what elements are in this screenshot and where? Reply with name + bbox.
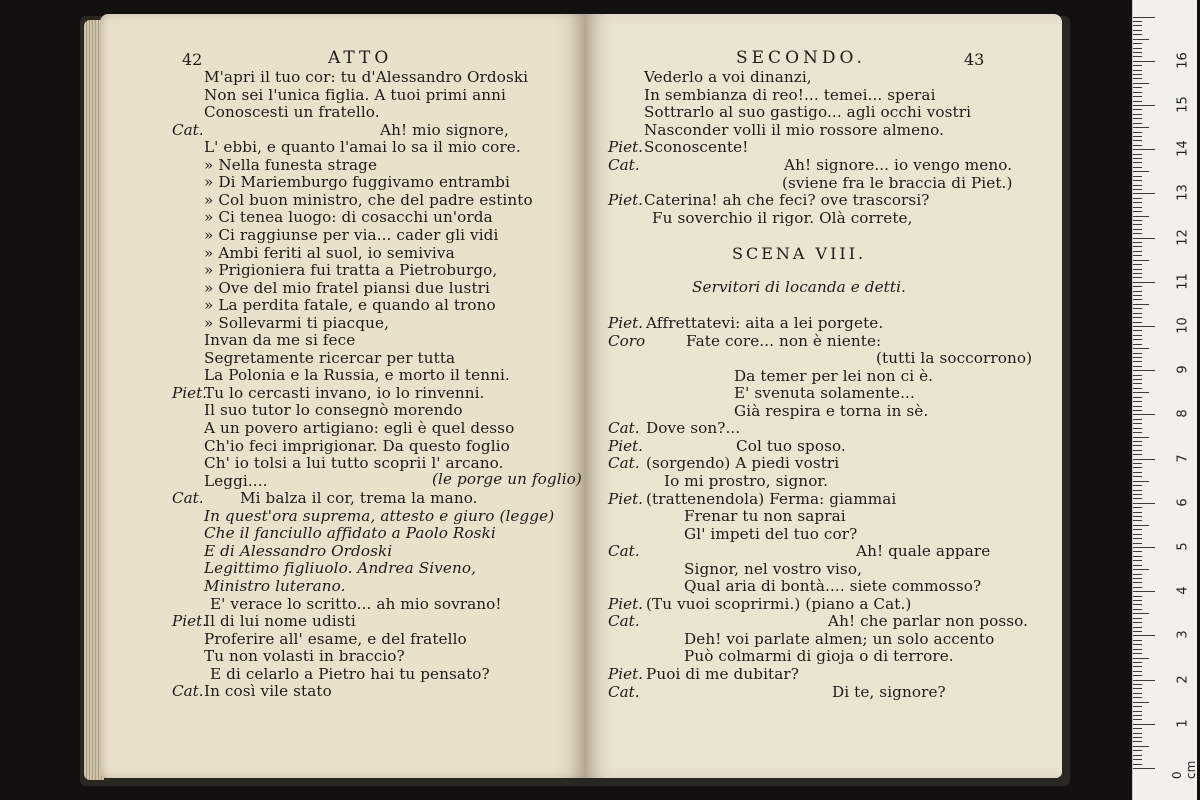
ruler-tick — [1133, 591, 1155, 592]
left-text-line: Ah! mio signore, — [380, 120, 509, 139]
ruler-tick — [1133, 361, 1142, 362]
ruler-tick — [1133, 454, 1142, 455]
ruler-tick — [1133, 746, 1149, 747]
right-text-line: (sviene fra le braccia di Piet.) — [782, 173, 1013, 192]
ruler-tick — [1133, 61, 1155, 62]
ruler-tick — [1133, 551, 1142, 552]
ruler-tick — [1133, 662, 1142, 663]
ruler-tick — [1133, 211, 1142, 212]
ruler-tick — [1133, 357, 1142, 358]
left-text-line: E di celarlo a Pietro hai tu pensato? — [210, 664, 490, 683]
ruler-tick — [1133, 578, 1142, 579]
right-scene-text-line: Puoi di me dubitar? — [646, 665, 799, 683]
measuring-ruler — [1132, 0, 1197, 800]
ruler-tick — [1133, 344, 1142, 345]
ruler-tick — [1133, 653, 1142, 654]
right-scene-text-line: Già respira e torna in sè. — [734, 401, 929, 420]
ruler-tick — [1133, 728, 1142, 729]
ruler-tick — [1133, 238, 1155, 239]
ruler-tick — [1133, 428, 1142, 429]
ruler-tick — [1133, 198, 1142, 199]
ruler-tick — [1133, 304, 1149, 305]
ruler-tick — [1133, 613, 1149, 614]
running-head-left: ATTO — [328, 48, 393, 68]
ruler-tick — [1133, 56, 1142, 57]
ruler-number: 10 — [1175, 317, 1191, 334]
ruler-number: 7 — [1175, 453, 1191, 463]
ruler-tick — [1133, 520, 1142, 521]
ruler-tick — [1133, 34, 1142, 35]
ruler-tick — [1133, 353, 1142, 354]
left-text-line: Mi balza il cor, trema la mano. — [240, 489, 478, 508]
left-text-line: Il suo tutor lo consegnò morendo — [204, 401, 463, 420]
ruler-tick — [1133, 366, 1142, 367]
ruler-tick — [1133, 432, 1142, 433]
left-text-speaker: Piet. — [172, 612, 207, 631]
ruler-number: 15 — [1175, 96, 1191, 113]
ruler-tick — [1133, 330, 1142, 331]
ruler-tick — [1133, 441, 1142, 442]
ruler-tick — [1133, 176, 1142, 177]
ruler-tick — [1133, 574, 1142, 575]
left-text-line: Ministro luterano. — [204, 576, 346, 595]
ruler-tick — [1133, 538, 1142, 539]
left-text-line: La Polonia e la Russia, e morto il tenni. — [204, 366, 510, 385]
ruler-tick — [1133, 392, 1149, 393]
ruler-tick — [1133, 410, 1142, 411]
left-text-line: Conoscesti un fratello. — [204, 103, 380, 122]
ruler-tick — [1133, 715, 1142, 716]
ruler-tick — [1133, 680, 1155, 681]
left-text-speaker: Cat. — [172, 489, 204, 508]
ruler-tick — [1133, 569, 1149, 570]
ruler-tick — [1133, 635, 1155, 636]
ruler-tick — [1133, 65, 1142, 66]
right-scene-text-speaker: Cat. — [608, 612, 640, 631]
left-text-speaker: Piet. — [172, 383, 207, 402]
right-scene-text-speaker: Cat. — [608, 454, 640, 473]
ruler-tick — [1133, 286, 1142, 287]
ruler-tick — [1133, 87, 1142, 88]
ruler-number: 11 — [1175, 273, 1191, 290]
right-scene-text-speaker: Cat. — [608, 542, 640, 561]
right-text-speaker: Cat. — [608, 156, 640, 174]
left-text-line: In così vile stato — [204, 682, 332, 701]
left-text-line: M'apri il tuo cor: tu d'Alessandro Ordoski — [204, 68, 529, 86]
ruler-tick — [1133, 516, 1142, 517]
ruler-tick — [1133, 202, 1142, 203]
ruler-tick — [1133, 105, 1155, 106]
ruler-tick — [1133, 313, 1142, 314]
ruler-number: 8 — [1175, 409, 1191, 419]
ruler-tick — [1133, 348, 1149, 349]
ruler-number: 5 — [1175, 542, 1191, 551]
ruler-tick — [1133, 711, 1142, 712]
scene-title: SCENA VIII. — [732, 244, 867, 263]
right-scene-text-line: Ah! quale appare — [856, 542, 991, 561]
ruler-tick — [1133, 706, 1142, 707]
right-scene-text-line: Frenar tu non saprai — [684, 507, 846, 526]
right-scene-text-speaker: Coro — [608, 331, 646, 350]
ruler-tick — [1133, 445, 1142, 446]
ruler-tick — [1133, 503, 1155, 504]
ruler-tick — [1133, 649, 1142, 650]
ruler-tick — [1133, 299, 1142, 300]
right-scene-text-line: Io mi prostro, signor. — [664, 471, 829, 490]
ruler-tick — [1133, 242, 1142, 243]
ruler-tick — [1133, 136, 1142, 137]
left-text-line: » Col buon ministro, che del padre estinto — [204, 190, 533, 209]
right-scene-text-line: Fate core... non è niente: — [686, 331, 882, 350]
right-scene-text-speaker: Piet. — [608, 314, 643, 332]
ruler-tick — [1133, 675, 1142, 676]
ruler-tick — [1133, 498, 1142, 499]
left-text-line: Ch'io feci imprigionar. Da questo foglio — [204, 436, 510, 455]
ruler-tick — [1133, 719, 1142, 720]
right-text-speaker: Piet. — [608, 138, 643, 157]
ruler-tick — [1133, 671, 1142, 672]
ruler-tick — [1133, 282, 1155, 283]
left-text-speaker: Cat. — [172, 120, 204, 139]
ruler-tick — [1133, 397, 1142, 398]
left-text-line: Proferire all' esame, e del fratello — [204, 629, 467, 648]
right-text-line: Ah! signore... io vengo meno. — [784, 156, 1013, 174]
left-text-line: » Di Mariemburgo fuggivamo entrambi — [204, 173, 510, 192]
ruler-tick — [1133, 401, 1142, 402]
right-scene-text-line: (trattenendola) Ferma: giammai — [646, 489, 897, 508]
ruler-tick — [1133, 741, 1142, 742]
right-text-line: Vederlo a voi dinanzi, — [644, 68, 812, 86]
left-text-line: » Ci raggiunse per via... cader gli vidi — [204, 225, 499, 244]
left-text-line: Leggi.... — [204, 471, 268, 490]
ruler-tick — [1133, 587, 1142, 588]
right-text-speaker: Piet. — [608, 191, 643, 210]
left-text-line: » La perdita fatale, e quando al trono — [204, 296, 496, 315]
left-text-line: Segretamente ricercar per tutta — [204, 348, 456, 367]
ruler-tick — [1133, 472, 1142, 473]
ruler-tick — [1133, 560, 1142, 561]
ruler-tick — [1133, 216, 1149, 217]
left-text-line: Tu lo cercasti invano, io lo rinvenni. — [204, 383, 485, 402]
ruler-tick — [1133, 154, 1142, 155]
ruler-tick — [1133, 17, 1155, 18]
ruler-tick — [1133, 618, 1142, 619]
ruler-tick — [1133, 127, 1149, 128]
ruler-tick — [1133, 459, 1155, 460]
left-text-line: L' ebbi, e quanto l'amai lo sa il mio core. — [204, 138, 521, 157]
ruler-tick — [1133, 737, 1142, 738]
ruler-tick — [1133, 52, 1142, 53]
ruler-tick — [1133, 463, 1142, 464]
ruler-tick — [1133, 317, 1142, 318]
left-page — [100, 14, 586, 778]
ruler-number: 13 — [1175, 184, 1191, 202]
right-scene-text-speaker: Piet. — [608, 436, 643, 455]
ruler-tick — [1133, 123, 1142, 124]
ruler-tick — [1133, 171, 1149, 172]
ruler-number: 6 — [1175, 498, 1191, 507]
ruler-tick — [1133, 697, 1142, 698]
left-text-line: E di Alessandro Ordoski — [204, 541, 393, 560]
ruler-tick — [1133, 565, 1142, 566]
stage-direction: (le porge un foglio) — [432, 470, 582, 488]
left-text-line: Legittimo figliuolo. Andrea Siveno, — [204, 559, 477, 578]
ruler-number: 9 — [1175, 365, 1191, 374]
ruler-tick — [1133, 162, 1142, 163]
left-text-line: Invan da me si fece — [204, 331, 356, 350]
left-text-line: » Ove del mio fratel piansi due lustri — [204, 278, 490, 297]
left-text-line: In quest'ora suprema, attesto e giuro (legge) — [204, 506, 555, 525]
right-scene-text-line: (Tu vuoi scoprirmi.) (piano a Cat.) — [646, 594, 912, 613]
left-text-line: Tu non volasti in braccio? — [204, 647, 405, 666]
right-scene-text-line: (tutti la soccorrono) — [876, 349, 1033, 368]
ruler-tick — [1133, 507, 1142, 508]
ruler-tick — [1133, 322, 1142, 323]
ruler-tick — [1133, 419, 1142, 420]
right-scene-text-line: Deh! voi parlate almen; un solo accento — [684, 629, 995, 648]
right-scene-text-line: E' svenuta solamente... — [734, 384, 915, 403]
right-scene-text-line: Col tuo sposo. — [736, 436, 846, 455]
right-scene-text-line: Può colmarmi di gioja o di terrore. — [684, 647, 954, 666]
ruler-tick — [1133, 631, 1142, 632]
ruler-tick — [1133, 764, 1142, 765]
ruler-tick — [1133, 525, 1149, 526]
right-scene-text-speaker: Cat. — [608, 419, 640, 438]
ruler-tick — [1133, 118, 1142, 119]
ruler-number: 1 — [1175, 719, 1191, 728]
page-number-right: 43 — [964, 50, 985, 69]
ruler-tick — [1133, 485, 1142, 486]
ruler-tick — [1133, 627, 1142, 628]
ruler-tick — [1133, 21, 1142, 22]
ruler-number: 3 — [1175, 630, 1191, 640]
ruler-tick — [1133, 547, 1155, 548]
ruler-tick — [1133, 414, 1155, 415]
ruler-tick — [1133, 30, 1142, 31]
right-text-line: Fu soverchio il rigor. Olà correte, — [652, 208, 913, 227]
ruler-tick — [1133, 48, 1142, 49]
ruler-tick — [1133, 233, 1142, 234]
ruler-tick — [1133, 543, 1142, 544]
ruler-unit: 0 cm — [1170, 760, 1198, 779]
ruler-tick — [1133, 644, 1142, 645]
ruler-tick — [1133, 733, 1142, 734]
left-text-line: Il di lui nome udisti — [204, 612, 356, 631]
ruler-tick — [1133, 273, 1142, 274]
right-text-line: In sembianza di reo!... temei... sperai — [644, 85, 936, 104]
ruler-tick — [1133, 74, 1142, 75]
ruler-tick — [1133, 180, 1142, 181]
ruler-tick — [1133, 768, 1155, 769]
ruler-tick — [1133, 92, 1142, 93]
ruler-number: 2 — [1175, 674, 1191, 684]
ruler-tick — [1133, 140, 1142, 141]
ruler-tick — [1133, 688, 1142, 689]
right-scene-text-line: Ah! che parlar non posso. — [828, 612, 1029, 631]
ruler-tick — [1133, 277, 1142, 278]
ruler-tick — [1133, 109, 1142, 110]
right-scene-text-line: Da temer per lei non ci è. — [734, 366, 934, 385]
ruler-tick — [1133, 467, 1142, 468]
ruler-tick — [1133, 193, 1155, 194]
left-text-speaker: Cat. — [172, 682, 204, 701]
ruler-tick — [1133, 724, 1155, 725]
right-scene-text-line: Signor, nel vostro viso, — [684, 559, 863, 578]
ruler-tick — [1133, 596, 1142, 597]
ruler-tick — [1133, 693, 1142, 694]
ruler-tick — [1133, 101, 1142, 102]
right-scene-text-line: Affrettatevi: aita a lei porgete. — [646, 314, 884, 332]
page-number-left: 42 — [182, 50, 203, 69]
ruler-tick — [1133, 684, 1142, 685]
right-scene-text-speaker: Piet. — [608, 594, 643, 613]
scene-subtitle: Servitori di locanda e detti. — [692, 278, 906, 296]
ruler-tick — [1133, 269, 1142, 270]
right-scene-text-line: Dove son?... — [646, 419, 741, 438]
ruler-tick — [1133, 481, 1149, 482]
ruler-tick — [1133, 529, 1142, 530]
ruler-tick — [1133, 383, 1142, 384]
ruler-tick — [1133, 308, 1142, 309]
left-text-line: Che il fanciullo affidato a Paolo Roski — [204, 524, 496, 543]
ruler-tick — [1133, 132, 1142, 133]
right-scene-text-line: Di te, signore? — [832, 682, 946, 701]
ruler-tick — [1133, 534, 1142, 535]
ruler-tick — [1133, 556, 1142, 557]
ruler-tick — [1133, 96, 1142, 97]
right-scene-text-line: (sorgendo) A piedi vostri — [646, 454, 840, 473]
ruler-tick — [1133, 476, 1142, 477]
ruler-tick — [1133, 640, 1142, 641]
ruler-tick — [1133, 295, 1142, 296]
ruler-tick — [1133, 406, 1142, 407]
ruler-number: 4 — [1175, 586, 1191, 595]
ruler-tick — [1133, 750, 1142, 751]
ruler-tick — [1133, 494, 1142, 495]
ruler-tick — [1133, 335, 1142, 336]
ruler-number: 12 — [1175, 228, 1191, 246]
ruler-tick — [1133, 702, 1149, 703]
left-text-line: Ch' io tolsi a lui tutto scoprii l' arcano. — [204, 454, 504, 473]
right-text-line: Sottrarlo al suo gastigo... agli occhi vostri — [644, 103, 972, 122]
ruler-tick — [1133, 145, 1142, 146]
ruler-tick — [1133, 291, 1142, 292]
ruler-tick — [1133, 379, 1142, 380]
ruler-tick — [1133, 149, 1155, 150]
ruler-tick — [1133, 70, 1142, 71]
left-text-line: A un povero artigiano: egli è quel desso — [204, 419, 515, 437]
left-text-line: » Sollevarmi ti piacque, — [204, 313, 389, 332]
ruler-number: 14 — [1175, 140, 1191, 157]
ruler-tick — [1133, 755, 1142, 756]
left-text-line: » Nella funesta strage — [204, 155, 378, 174]
ruler-tick — [1133, 207, 1142, 208]
ruler-tick — [1133, 39, 1149, 40]
ruler-tick — [1133, 658, 1149, 659]
ruler-tick — [1133, 264, 1142, 265]
ruler-tick — [1133, 185, 1142, 186]
ruler-tick — [1133, 189, 1142, 190]
ruler-tick — [1133, 759, 1142, 760]
ruler-tick — [1133, 78, 1142, 79]
ruler-tick — [1133, 609, 1142, 610]
right-text-line: Caterina! ah che feci? ove trascorsi? — [644, 191, 930, 210]
right-scene-text-line: Qual aria di bontà.... siete commosso? — [684, 577, 982, 596]
ruler-tick — [1133, 388, 1142, 389]
ruler-tick — [1133, 490, 1142, 491]
left-text-line: E' verace lo scritto... ah mio sovrano! — [210, 594, 502, 613]
ruler-tick — [1133, 666, 1142, 667]
left-text-line: » Ambi feriti al suol, io semiviva — [204, 243, 455, 262]
ruler-tick — [1133, 604, 1142, 605]
ruler-tick — [1133, 260, 1149, 261]
ruler-tick — [1133, 246, 1142, 247]
ruler-tick — [1133, 512, 1142, 513]
ruler-tick — [1133, 220, 1142, 221]
right-text-line: Sconoscente! — [644, 138, 749, 157]
right-scene-text-speaker: Piet. — [608, 665, 643, 683]
left-text-line: » Ci tenea luogo: di cosacchi un'orda — [204, 208, 493, 227]
ruler-tick — [1133, 255, 1142, 256]
left-text-line: » Prigioniera fui tratta a Pietroburgo, — [204, 261, 498, 280]
ruler-tick — [1133, 622, 1142, 623]
ruler-tick — [1133, 582, 1142, 583]
right-scene-text-line: Gl' impeti del tuo cor? — [684, 524, 858, 543]
ruler-tick — [1133, 158, 1142, 159]
ruler-tick — [1133, 600, 1142, 601]
ruler-tick — [1133, 43, 1142, 44]
ruler-tick — [1133, 224, 1142, 225]
ruler-tick — [1133, 114, 1142, 115]
right-scene-text-speaker: Cat. — [608, 682, 640, 701]
ruler-tick — [1133, 437, 1149, 438]
running-head-right: SECONDO. — [736, 48, 866, 68]
ruler-tick — [1133, 83, 1149, 84]
ruler-tick — [1133, 375, 1142, 376]
right-scene-text-speaker: Piet. — [608, 489, 643, 508]
ruler-tick — [1133, 370, 1155, 371]
ruler-tick — [1133, 450, 1142, 451]
ruler-number: 16 — [1175, 52, 1191, 69]
right-text-line: Nasconder volli il mio rossore almeno. — [644, 120, 945, 139]
ruler-tick — [1133, 251, 1142, 252]
ruler-tick — [1133, 229, 1142, 230]
ruler-tick — [1133, 25, 1142, 26]
right-page — [586, 14, 1062, 778]
left-text-line: Non sei l'unica figlia. A tuoi primi anni — [204, 85, 506, 104]
ruler-tick — [1133, 167, 1142, 168]
ruler-tick — [1133, 326, 1155, 327]
ruler-tick — [1133, 339, 1142, 340]
ruler-tick — [1133, 423, 1142, 424]
